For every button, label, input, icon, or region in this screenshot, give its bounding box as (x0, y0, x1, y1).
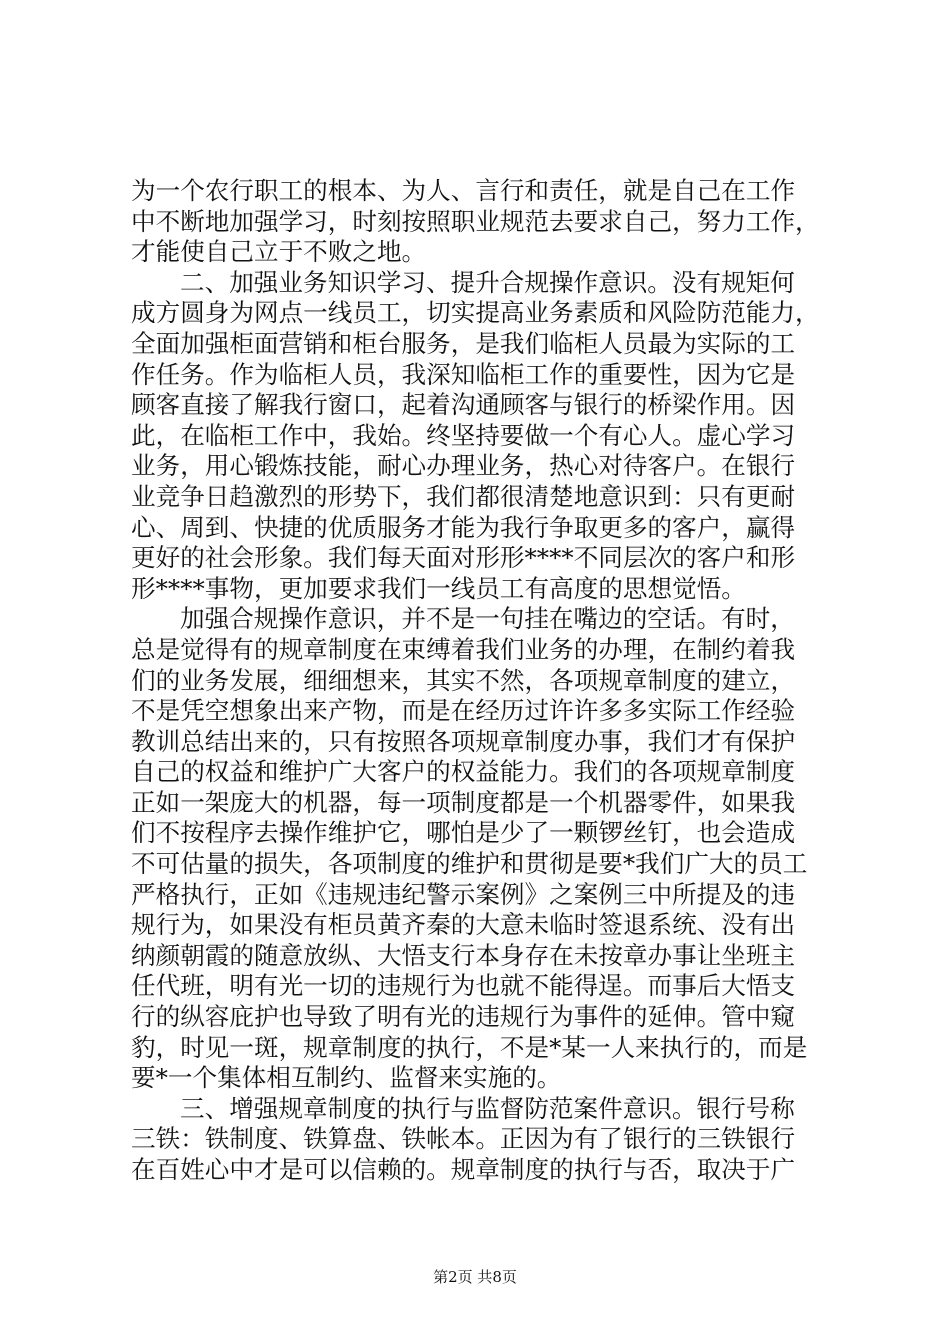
text-line: 业务，用心锻炼技能，耐心办理业务，热心对待客户。在银行 (131, 451, 796, 481)
text-line: 全面加强柜面营销和柜台服务，是我们临柜人员最为实际的工 (131, 328, 796, 358)
text-line: 三、增强规章制度的执行与监督防范案件意识。银行号称 (180, 1093, 795, 1123)
text-line: 心、周到、快捷的优质服务才能为我行争取更多的客户，赢得 (131, 512, 796, 542)
text-line: 作任务。作为临柜人员，我深知临柜工作的重要性，因为它是 (131, 359, 796, 389)
text-line: 任代班，明有光一切的违规行为也就不能得逞。而事后大悟支 (131, 971, 796, 1001)
text-line: 们的业务发展，细细想来，其实不然，各项规章制度的建立， (131, 665, 796, 695)
text-line: 正如一架庞大的机器，每一项制度都是一个机器零件，如果我 (131, 787, 796, 817)
text-line: 为一个农行职工的根本、为人、言行和责任，就是自己在工作 (131, 176, 796, 205)
text-line: 形****事物，更加要求我们一线员工有高度的思想觉悟。 (131, 573, 746, 603)
text-line: 们不按程序去操作维护它，哪怕是少了一颗锣丝钉，也会造成 (131, 818, 796, 848)
text-line: 顾客直接了解我行窗口，起着沟通顾客与银行的桥梁作用。因 (131, 390, 796, 420)
page-footer: 第2页 共8页 (433, 1268, 517, 1286)
text-line: 更好的社会形象。我们每天面对形形****不同层次的客户和形 (131, 543, 796, 573)
text-line: 豹，时见一斑，规章制度的执行，不是*某一人来执行的，而是 (131, 1032, 808, 1062)
text-line: 二、加强业务知识学习、提升合规操作意识。没有规矩何 (180, 267, 795, 297)
document-body (131, 176, 831, 1186)
text-line: 不可估量的损失，各项制度的维护和贯彻是要*我们广大的员工 (131, 849, 808, 879)
text-line: 总是觉得有的规章制度在束缚着我们业务的办理，在制约着我 (131, 634, 796, 664)
text-line: 行的纵容庇护也导致了明有光的违规行为事件的延伸。管中窥 (131, 1002, 796, 1032)
text-line: 成方圆身为网点一线员工，切实提高业务素质和风险防范能力， (131, 298, 820, 328)
text-line: 自己的权益和维护广大客户的权益能力。我们的各项规章制度 (131, 757, 796, 787)
text-line: 才能使自己立于不败之地。 (131, 237, 427, 267)
text-line: 教训总结出来的，只有按照各项规章制度办事，我们才有保护 (131, 726, 796, 756)
text-line: 在百姓心中才是可以信赖的。规章制度的执行与否，取决于广 (131, 1155, 796, 1184)
text-line: 中不断地加强学习，时刻按照职业规范去要求自己，努力工作， (131, 206, 820, 236)
text-line: 业竞争日趋激烈的形势下，我们都很清楚地意识到：只有更耐 (131, 481, 796, 511)
text-line: 不是凭空想象出来产物，而是在经历过许许多多实际工作经验 (131, 696, 796, 726)
text-line: 要*一个集体相互制约、监督来实施的。 (131, 1063, 562, 1093)
text-line: 规行为，如果没有柜员黄齐秦的大意未临时签退系统、没有出 (131, 910, 796, 940)
text-line: 纳颜朝霞的随意放纵、大悟支行本身存在未按章办事让坐班主 (131, 940, 796, 970)
text-line: 加强合规操作意识，并不是一句挂在嘴边的空话。有时， (180, 604, 795, 634)
text-line: 三铁：铁制度、铁算盘、铁帐本。正因为有了银行的三铁银行 (131, 1124, 796, 1154)
text-line: 此，在临柜工作中，我始。终坚持要做一个有心人。虚心学习 (131, 420, 796, 450)
text-line: 严格执行，正如《违规违纪警示案例》之案例三中所提及的违 (131, 879, 796, 909)
